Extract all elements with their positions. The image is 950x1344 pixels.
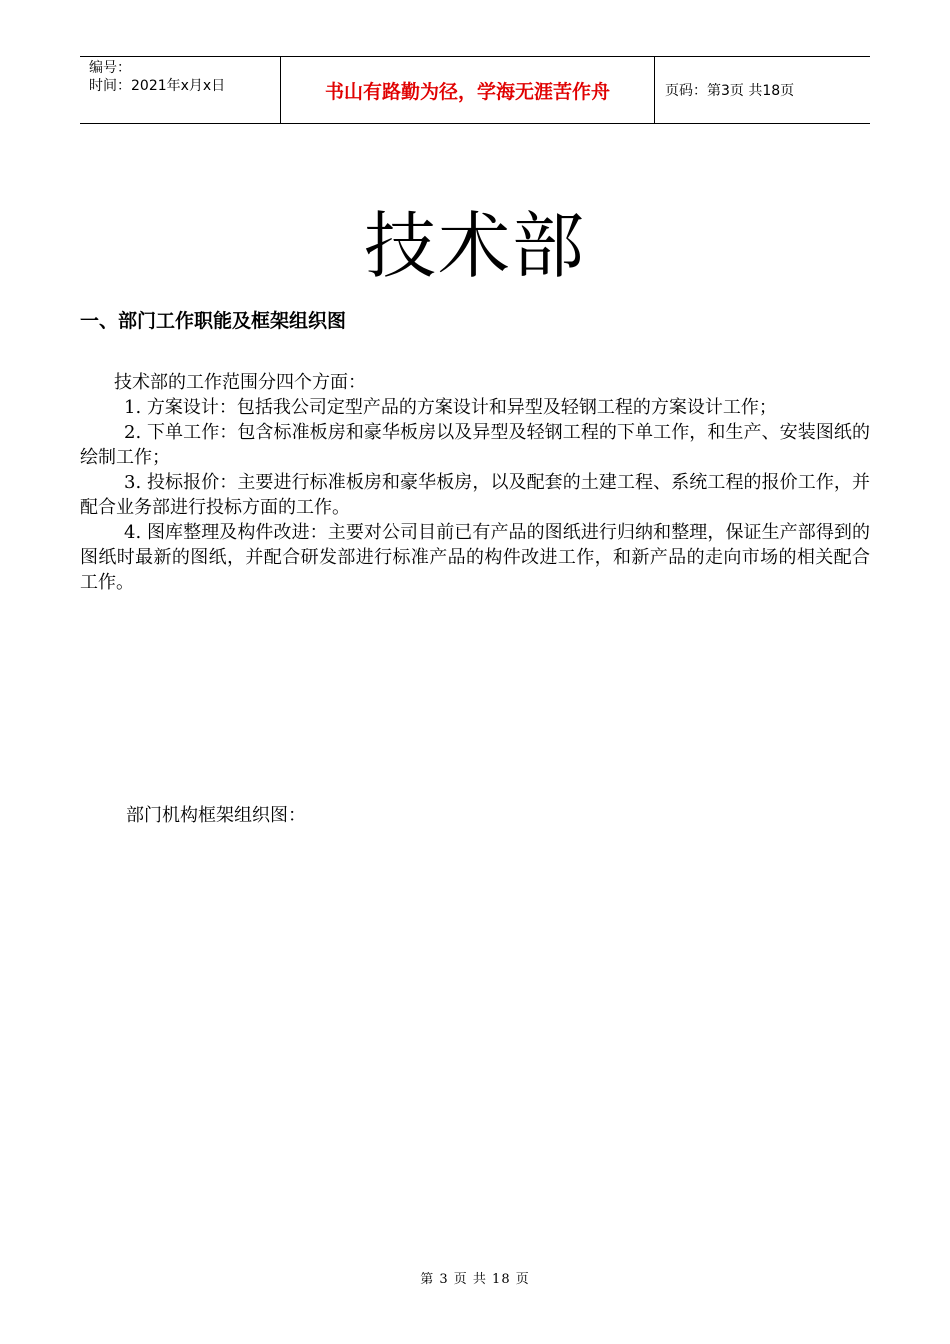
header-motto: 书山有路勤为径，学海无涯苦作舟 bbox=[281, 57, 655, 123]
body-text bbox=[80, 370, 870, 595]
section-heading: 一、部门工作职能及框架组织图 bbox=[80, 310, 347, 332]
page-footer: 第 3 页 共 18 页 bbox=[420, 1272, 530, 1287]
intro-paragraph: 技术部的工作范围分四个方面： bbox=[114, 372, 366, 393]
document-time-label: 时间：2021年x月x日 bbox=[89, 78, 226, 94]
header-meta bbox=[80, 57, 281, 123]
org-chart-label: 部门机构框架组织图： bbox=[126, 805, 306, 826]
list-item: 2. 下单工作：包含标准板房和豪华板房以及异型及轻钢工程的下单工作，和生产、安装图纸的绘制工作； bbox=[80, 422, 870, 468]
page-header bbox=[80, 56, 870, 124]
header-page-info: 页码：第3页 共18页 bbox=[665, 83, 795, 99]
list-item: 4. 图库整理及构件改进：主要对公司目前已有产品的图纸进行归纳和整理，保证生产部得到的图纸时最新的图纸，并配合研发部进行标准产品的构件改进工作，和新产品的走向市场的相关配合工作。 bbox=[80, 522, 870, 593]
list-item: 1. 方案设计：包括我公司定型产品的方案设计和异型及轻钢工程的方案设计工作； bbox=[124, 397, 777, 418]
page-title: 技术部 bbox=[363, 204, 586, 288]
list-item: 3. 投标报价：主要进行标准板房和豪华板房，以及配套的土建工程、系统工程的报价工作，并配合业务部进行投标方面的工作。 bbox=[80, 472, 870, 518]
document-number-label: 编号： bbox=[89, 60, 131, 76]
